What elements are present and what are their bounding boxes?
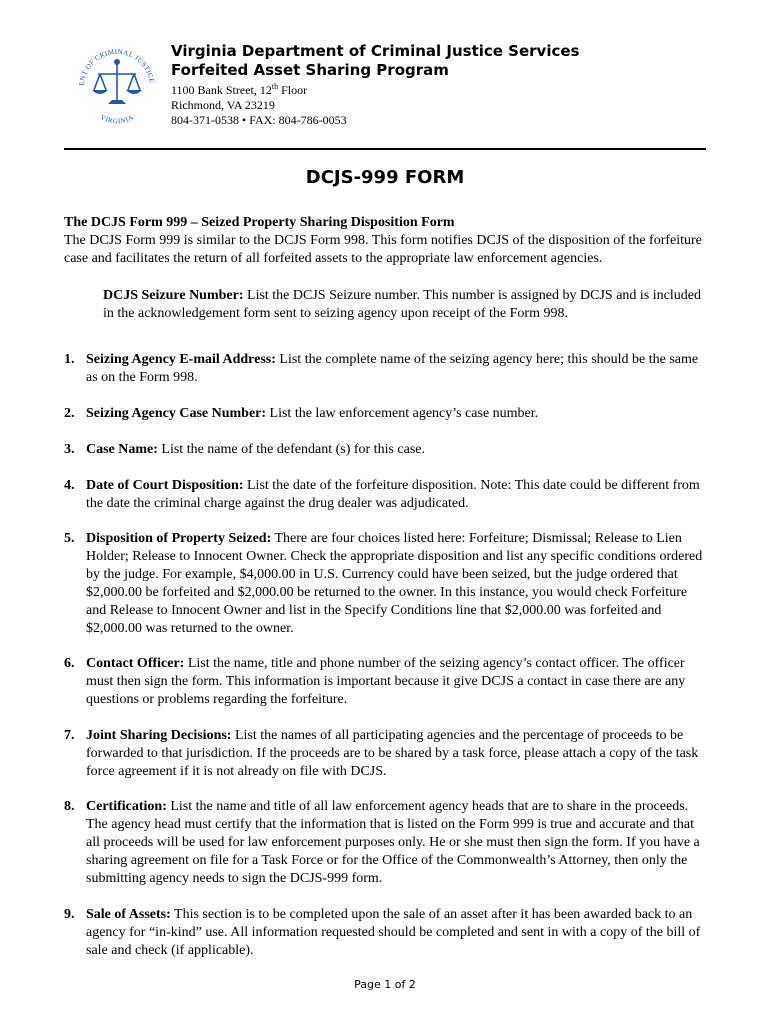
- item-text: List the law enforcement agency’s case number.: [266, 406, 539, 421]
- seal-text-bottom: VIRGINIA: [98, 113, 136, 126]
- seizure-number-instructions: [103, 287, 703, 323]
- intro-paragraph: The DCJS Form 999 is similar to the DCJS Form 998. This form notifies DCJS of the disposition of the forfeiture case and facilitates the return of all forfeited assets to the appropriate law enforcement agencies.: [64, 233, 702, 266]
- item-label: Sale of Assets:: [86, 907, 171, 922]
- svg-text:VIRGINIA: [99, 113, 135, 125]
- list-item: [64, 351, 709, 387]
- header-divider: [64, 148, 706, 150]
- item-text: There are four choices listed here: Forfeiture; Dismissal; Release to Lien Holder; Release to Innocent Owner. Check the appropriate disposition and list any specific conditions ordered by the judge. For example, $4,000.00 in U.S. Currency could have been seized, but the judge ordered that $2,000.00 be forfeited and $2,000.00 be returned to the owner. In this instance, you would check Forfeiture and Release to Innocent Owner and list in the Specify Conditions line that $2,000.00 was forfeited and $2,000.00 was returned to the owner.: [86, 531, 703, 636]
- letterhead: [171, 42, 579, 128]
- item-number: 2.: [64, 406, 75, 421]
- item-number: 5.: [64, 531, 75, 546]
- item-label: Seizing Agency Case Number:: [86, 406, 267, 421]
- page-number: Page 1 of 2: [354, 978, 416, 991]
- item-text: List the name and title of all law enforcement agency heads that are to share in the proceeds. The agency head must certify that the information that is listed on the Form 999 is true and accurate and that all proceeds will be used for law enforcement purposes only. He or she must then sign the form. If you have a sharing agreement on file for a Task Force or for the Office of the Commonwealth’s Attorney, then only the submitting agency needs to sign the DCJS-999 form.: [86, 799, 700, 886]
- seal-text-top: ENT OF CRIMINAL JUSTICE: [77, 47, 156, 87]
- item-text: List the date of the forfeiture disposition. Note: This date could be different from the date the criminal charge against the drug dealer was adjudicated.: [86, 478, 700, 511]
- item-label: Case Name:: [86, 442, 158, 457]
- item-number: 7.: [64, 728, 75, 743]
- seizure-number-text: List the DCJS Seizure number. This number is assigned by DCJS and is included in the acknowledgement form sent to seizing agency upon receipt of the Form 998.: [103, 288, 701, 321]
- item-number: 8.: [64, 799, 75, 814]
- item-text: List the name, title and phone number of the seizing agency’s contact officer. The officer must then sign the form. This information is important because it give DCJS a contact in case there are any questions or problems regarding the forfeiture.: [86, 656, 686, 707]
- item-number: 9.: [64, 907, 75, 922]
- list-item: [64, 477, 709, 513]
- list-item: [64, 655, 709, 709]
- item-label: Certification:: [86, 799, 167, 814]
- intro-heading: The DCJS Form 999 – Seized Property Sharing Disposition Form: [64, 215, 455, 230]
- program-name: Forfeited Asset Sharing Program: [171, 61, 449, 79]
- list-item: [64, 798, 709, 888]
- dcjs-seal-icon: [72, 40, 162, 130]
- item-text: This section is to be completed upon the sale of an asset after it has been awarded back to an agency for “in-kind” use. All information requested should be completed and sent in with a copy of the bill of sale and check (if applicable).: [86, 907, 701, 958]
- list-item: [64, 906, 709, 960]
- form-title: DCJS-999 FORM: [305, 167, 465, 188]
- item-text: List the complete name of the seizing agency here; this should be the same as on the Form 998.: [86, 352, 699, 385]
- item-text: List the names of all participating agencies and the percentage of proceeds to be forwarded to that jurisdiction. If the proceeds are to be shared by a task force, please attach a copy of the task force agreement if it is not already on file with DCJS.: [86, 728, 699, 779]
- item-number: 6.: [64, 656, 75, 671]
- address-city: Richmond, VA 23219: [171, 98, 275, 112]
- list-item: [64, 441, 709, 459]
- seizure-number-label: DCJS Seizure Number:: [103, 288, 244, 303]
- item-label: Contact Officer:: [86, 656, 185, 671]
- list-item: [64, 530, 709, 638]
- list-item: [64, 405, 709, 423]
- item-number: 3.: [64, 442, 75, 457]
- org-name: Virginia Department of Criminal Justice Services: [171, 42, 580, 60]
- phone-fax: 804-371-0538 • FAX: 804-786-0053: [171, 113, 347, 127]
- item-number: 1.: [64, 352, 75, 367]
- item-label: Joint Sharing Decisions:: [86, 728, 232, 743]
- item-label: Date of Court Disposition:: [86, 478, 244, 493]
- item-label: Disposition of Property Seized:: [86, 531, 272, 546]
- address-street: 1100 Bank Street, 12th Floor: [171, 82, 308, 97]
- item-number: 4.: [64, 478, 75, 493]
- svg-text:DEPARTMENT OF CRIMINAL JUSTICE: [72, 40, 156, 86]
- item-label: Seizing Agency E-mail Address:: [86, 352, 276, 367]
- list-item: [64, 727, 709, 781]
- item-text: List the name of the defendant (s) for this case.: [157, 442, 425, 457]
